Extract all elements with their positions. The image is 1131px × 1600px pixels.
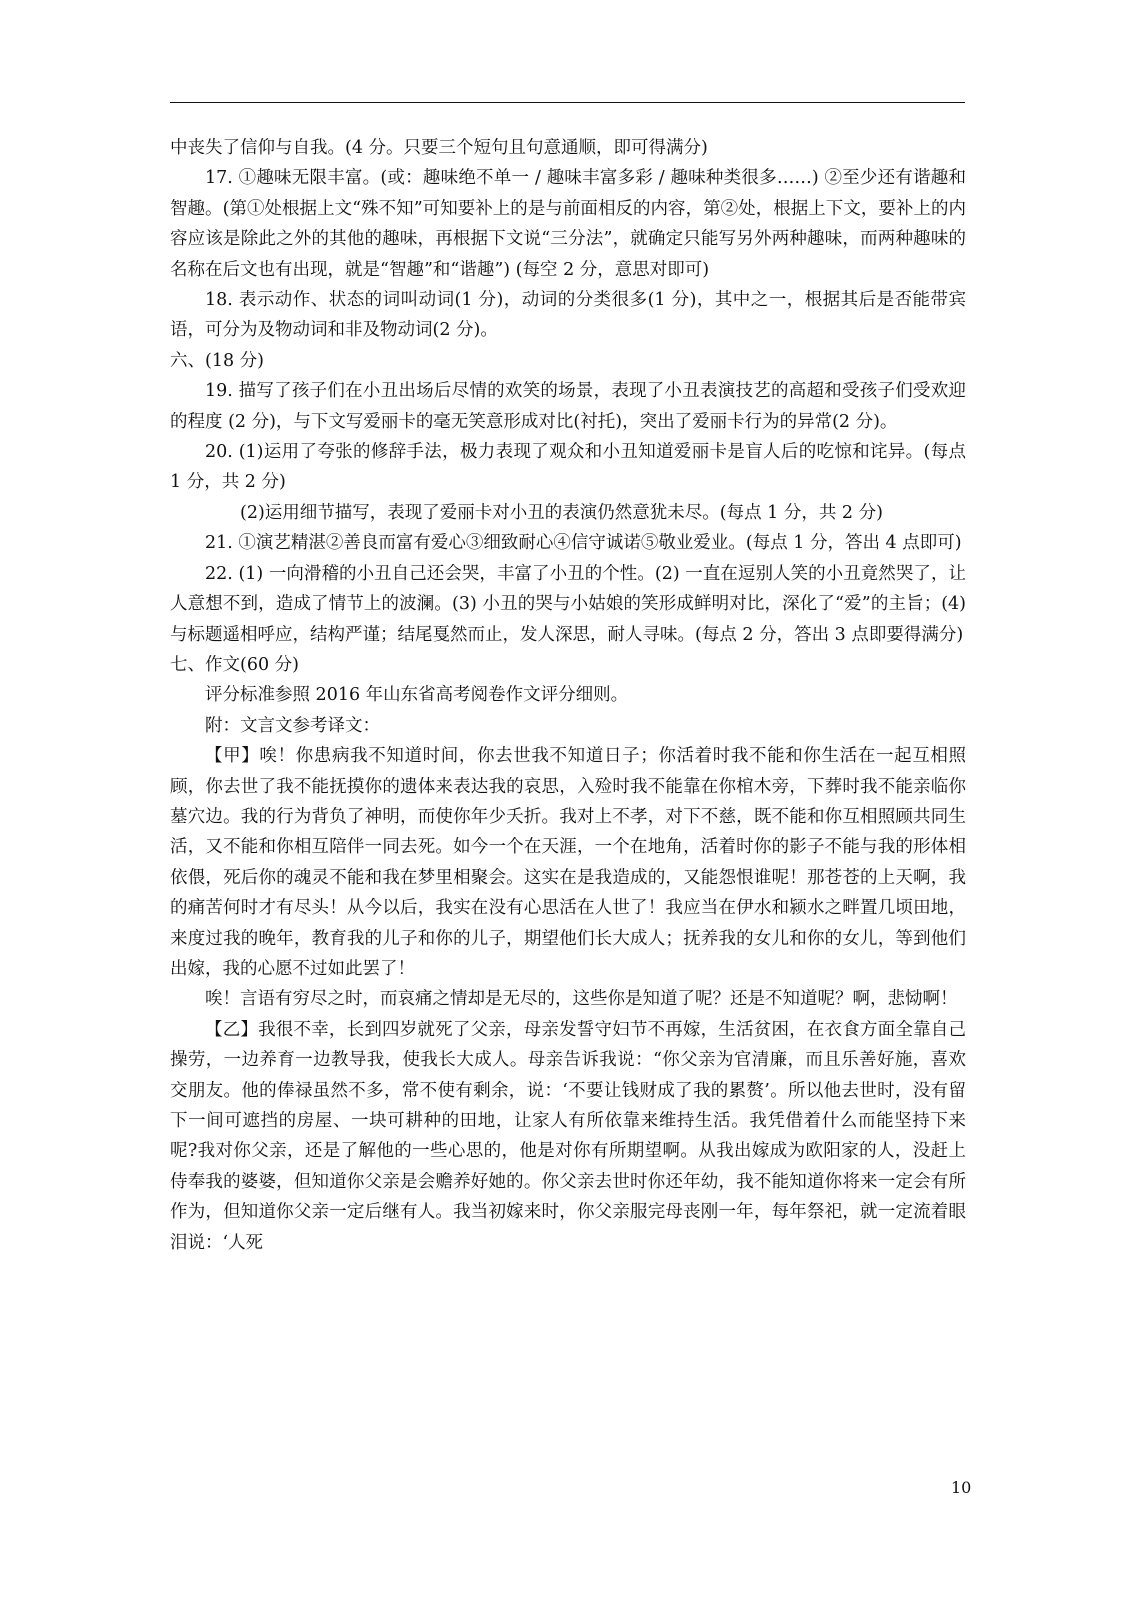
paragraph: 17. ①趣味无限丰富。(或：趣味绝不单一 / 趣味丰富多彩 / 趣味种类很多……) ②至少还有谐趣和智趣。(第①处根据上文“殊不知”可知要补上的是与前面相反的内容，第②处，根据上下文，要补上的内容应该是除此之外的其他的趣味，再根据下文说“三分法”，就确定只能写另外两种趣味，而两种趣味的名称在后文也有出现，就是“智趣”和“谐趣”) (每空 2 分，意思对即可) [170, 168, 966, 280]
section-heading: 六、(18 分) [170, 350, 264, 371]
paragraph: 20. (1)运用了夸张的修辞手法，极力表现了观众和小丑知道爱丽卡是盲人后的吃惊和诧异。(每点 1 分，共 2 分) [170, 442, 966, 493]
paragraph: 【乙】我很不幸，长到四岁就死了父亲，母亲发誓守妇节不再嫁，生活贫困，在衣食方面全靠自己操劳，一边养育一边教导我，使我长大成人。母亲告诉我说：“你父亲为官清廉，而且乐善好施，喜欢交朋友。他的俸禄虽然不多，常不使有剩余，说：‘不要让钱财成了我的累赘’。所以他去世时，没有留下一间可遮挡的房屋、一块可耕种的田地，让家人有所依靠来维持生活。我凭借着什么而能坚持下来呢?我对你父亲，还是了解他的一些心思的，他是对你有所期望啊。从我出嫁成为欧阳家的人，没赶上侍奉我的婆婆，但知道你父亲是会赡养好她的。你父亲去世时你还年幼，我不能知道你将来一定会有所作为，但知道你父亲一定后继有人。我当初嫁来时，你父亲服完母丧刚一年，每年祭祀，就一定流着眼泪说：‘人死 [170, 1019, 966, 1253]
paragraph: (2)运用细节描写，表现了爱丽卡对小丑的表演仍然意犹未尽。(每点 1 分，共 2 分) [240, 502, 883, 523]
paragraph: 19. 描写了孩子们在小丑出场后尽情的欢笑的场景，表现了小丑表演技艺的高超和受孩子们受欢迎的程度 (2 分)，与下文写爱丽卡的毫无笑意形成对比(衬托)，突出了爱丽卡行为的异常(2 分)。 [170, 381, 966, 432]
paragraph: 18. 表示动作、状态的词叫动词(1 分)，动词的分类很多(1 分)，其中之一，根据其后是否能带宾语，可分为及物动词和非及物动词(2 分)。 [170, 290, 966, 341]
paragraph: 22. (1) 一向滑稽的小丑自己还会哭，丰富了小丑的个性。(2) 一直在逗别人笑的小丑竟然哭了，让人意想不到，造成了情节上的波澜。(3) 小丑的哭与小姑娘的笑形成鲜明对比，深化了“爱”的主旨；(4) 与标题遥相呼应，结构严谨；结尾戛然而止，发人深思，耐人寻味。(每点 2 分，答出 3 点即要得满分) [170, 563, 966, 645]
paragraph: 21. ①演艺精湛②善良而富有爱心③细致耐心④信守诚诺⑤敬业爱业。(每点 1 分，答出 4 点即可) [205, 533, 962, 554]
document-body [170, 133, 966, 1258]
paragraph: 【甲】唉！你患病我不知道时间，你去世我不知道日子；你活着时我不能和你生活在一起互相照顾，你去世了我不能抚摸你的遗体来表达我的哀思，入殓时我不能靠在你棺木旁，下葬时我不能亲临你墓穴边。我的行为背负了神明，而使你年少夭折。我对上不孝，对下不慈，既不能和你互相照顾共同生活，又不能和你相互陪伴一同去死。如今一个在天涯，一个在地角，活着时你的影子不能与我的形体相依偎，死后你的魂灵不能和我在梦里相聚会。这实在是我造成的，又能怨恨谁呢！那苍苍的上天啊，我的痛苦何时才有尽头！从今以后，我实在没有心思活在人世了！我应当在伊水和颍水之畔置几顷田地，来度过我的晚年，教育我的儿子和你的儿子，期望他们长大成人；抚养我的女儿和你的女儿，等到他们出嫁，我的心愿不过如此罢了！ [170, 746, 966, 979]
paragraph: 唉！言语有穷尽之时，而哀痛之情却是无尽的，这些你是知道了呢？还是不知道呢？啊，悲恸啊！ [205, 989, 958, 1010]
paragraph: 附：文言文参考译文： [205, 715, 380, 736]
section-heading: 七、作文(60 分) [170, 654, 299, 675]
paragraph: 中丧失了信仰与自我。(4 分。只要三个短句且句意通顺，即可得满分) [170, 138, 708, 158]
paragraph: 评分标准参照 2016 年山东省高考阅卷作文评分细则。 [205, 685, 629, 706]
header-rule [170, 102, 965, 103]
page-number: 10 [951, 1478, 972, 1497]
